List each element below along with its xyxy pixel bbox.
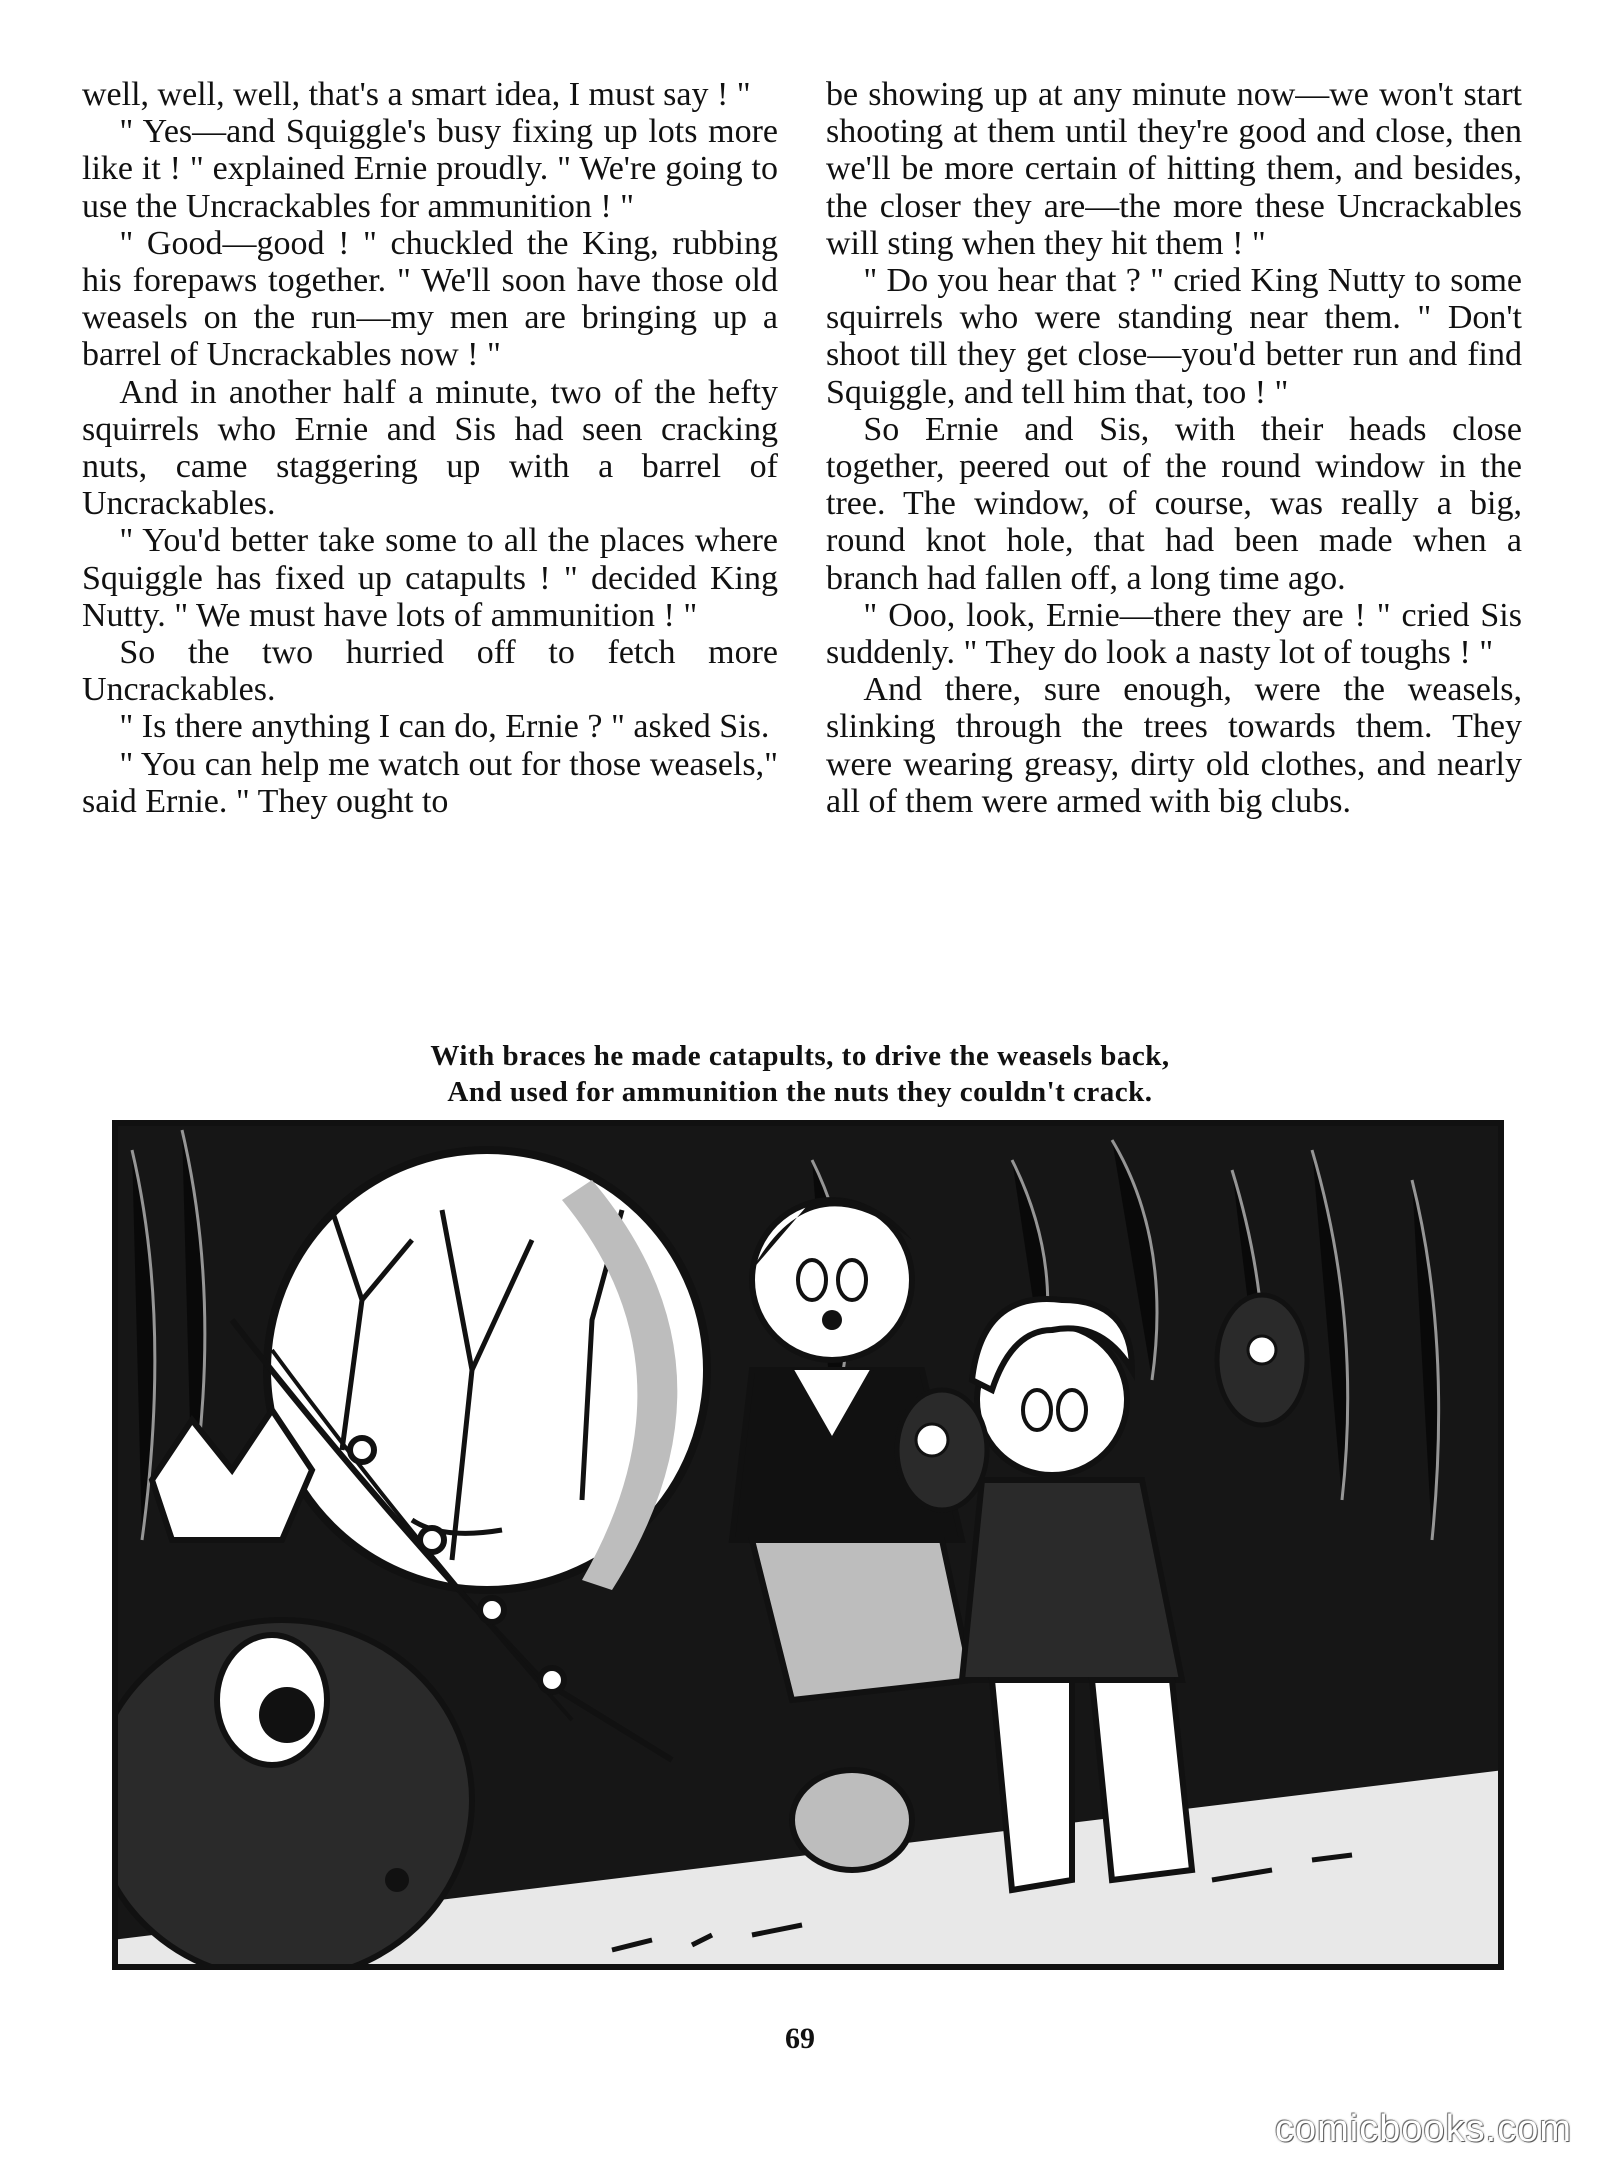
paragraph: So the two hurried off to fetch more Uncrackables. (82, 634, 778, 709)
paragraph: So Ernie and Sis, with their heads close together, peered out of the round window in the tree. The window, of course, was really a big, round knot hole, that had been made when a branch had fallen off, a long time ago. (826, 410, 1522, 597)
page-number: 69 (785, 2022, 815, 2055)
caption-line-2: And used for ammunition the nuts they couldn't crack. (447, 1076, 1153, 1108)
paragraph: well, well, well, that's a smart idea, I must say ! " (82, 76, 751, 113)
paragraph: " Do you hear that ? " cried King Nutty to some squirrels who were standing near them. " Don't shoot till they get close—you'd better run and find Squiggle, and tell him that, too ! " (826, 262, 1522, 411)
illustration-caption (0, 1038, 1600, 1110)
paragraph: " Ooo, look, Ernie—there they are ! " cried Sis suddenly. " They do look a nasty lot of toughs ! " (826, 596, 1522, 672)
paragraph: " You can help me watch out for those weasels," said Ernie. " They ought to (82, 745, 778, 820)
caption-line-1: With braces he made catapults, to drive the weasels back, (430, 1040, 1170, 1072)
comic-illustration (112, 1120, 1504, 1970)
paragraph: " You'd better take some to all the places where Squiggle has fixed up catapults ! " decided King Nutty. " We must have lots of ammunition ! " (82, 522, 778, 634)
watermark: comicbooks.com (1275, 2108, 1572, 2150)
paragraph: be showing up at any minute now—we won't start shooting at them until they're good and close, then we'll be more certain of hitting them, and besides, the closer they are—the more these Uncrackables will sting when they hit them ! " (826, 76, 1522, 262)
left-column (82, 76, 778, 1016)
text-columns (82, 76, 1522, 1016)
paragraph: " Good—good ! " chuckled the King, rubbing his forepaws together. " We'll soon have those old weasels on the run—my men are bringing up a barrel of Uncrackables now ! " (82, 224, 778, 374)
paragraph: " Yes—and Squiggle's busy fixing up lots more like it ! " explained Ernie proudly. " We're going to use the Uncrackables for ammunition ! " (82, 113, 778, 225)
paragraph: " Is there anything I can do, Ernie ? " asked Sis. (119, 708, 770, 746)
paragraph: And in another half a minute, two of the hefty squirrels who Ernie and Sis had seen cracking nuts, came staggering up with a barrel of Uncrackables. (82, 373, 778, 523)
right-column (826, 76, 1522, 1016)
comic-illustration-icon (112, 1120, 1504, 1970)
paragraph: And there, sure enough, were the weasels, slinking through the trees towards them. They were wearing greasy, dirty old clothes, and nearly all of them were armed with big clubs. (826, 671, 1522, 820)
